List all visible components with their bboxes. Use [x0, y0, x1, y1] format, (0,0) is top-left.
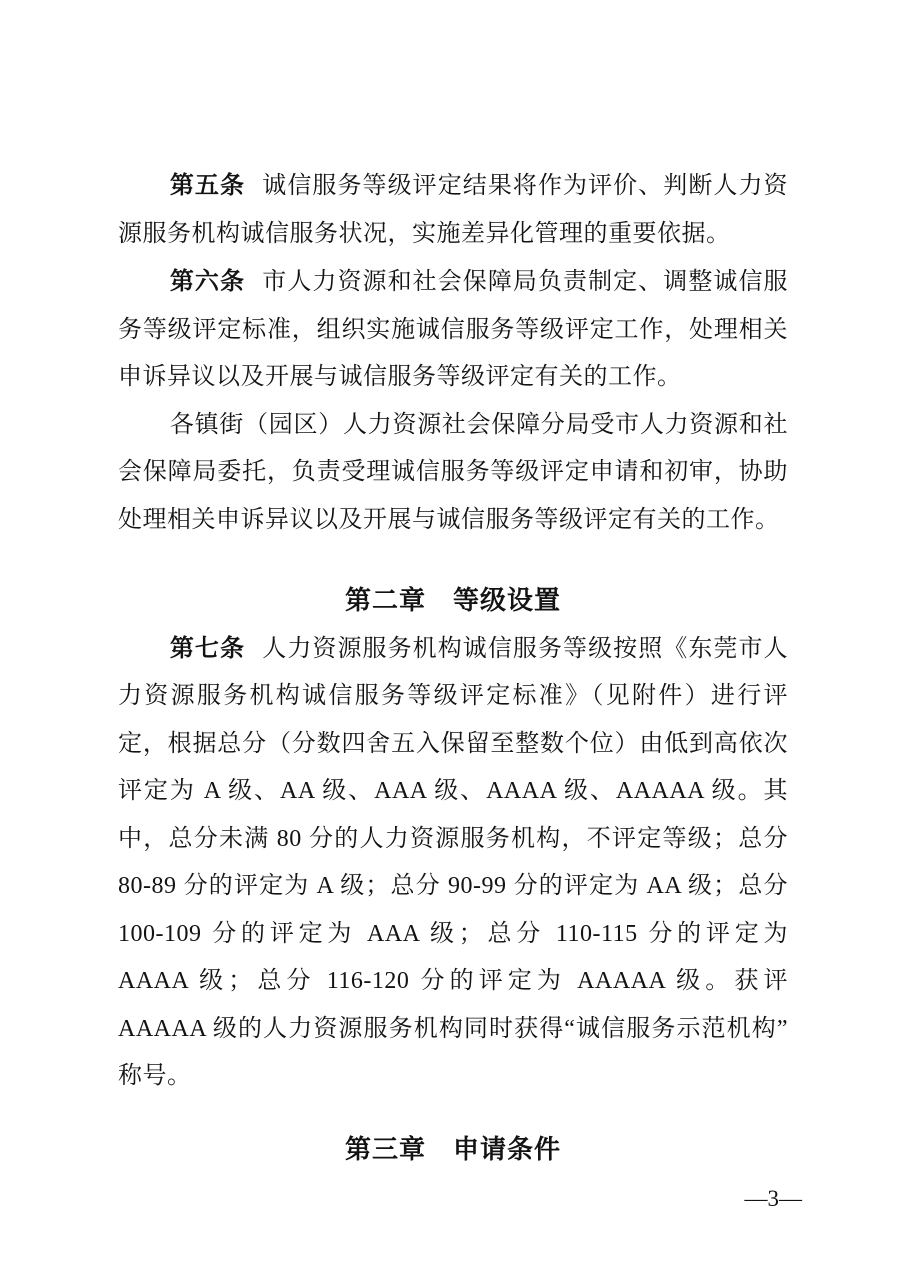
- clause-7-text: 人力资源服务机构诚信服务等级按照《东莞市人力资源服务机构诚信服务等级评定标准》（见附件）进行评定，根据总分（分数四舍五入保留至整数个位）由低到高依次评定为 A 级、AA 级、AAA 级、AAAA 级、AAAAA 级。其中，总分未满 80 分的人力资源服务机构，不评定等级；总分 80-89 分的评定为 A 级；总分 90-99 分的评定为 AA 级；总分 100-109 分的评定为 AAA 级；总分 110-115 分的评定为 AAAA 级；总分 116-120 分的评定为 AAAAA 级。获评 AAAAA 级的人力资源服务机构同时获得“诚信服务示范机构”称号。: [118, 635, 789, 1089]
- clause-6-paragraph: [118, 258, 788, 402]
- page-number: —3—: [744, 1186, 802, 1211]
- clause-5-paragraph: [118, 162, 788, 258]
- clause-5-text: 诚信服务等级评定结果将作为评价、判断人力资源服务机构诚信服务状况，实施差异化管理的重要依据。: [118, 173, 789, 247]
- clause-6-label: 第六条: [169, 268, 246, 295]
- delegation-paragraph: [118, 402, 788, 545]
- clause-7-paragraph: [118, 625, 788, 1101]
- chapter-2-heading: 第二章 等级设置: [344, 585, 561, 615]
- clause-7-label: 第七条: [169, 634, 246, 662]
- document-body: [118, 162, 788, 1173]
- clause-6-text: 市人力资源和社会保障局负责制定、调整诚信服务等级评定标准，组织实施诚信服务等级评定工作，处理相关申诉异议以及开展与诚信服务等级评定有关的工作。: [118, 269, 789, 390]
- delegation-paragraph-text: 各镇街（园区）人力资源社会保障分局受市人力资源和社会保障局委托，负责受理诚信服务等级评定申请和初审，协助处理相关申诉异议以及开展与诚信服务等级评定有关的工作。: [118, 411, 788, 533]
- chapter-3-heading: 第三章 申请条件: [344, 1133, 561, 1164]
- clause-5-label: 第五条: [169, 172, 246, 199]
